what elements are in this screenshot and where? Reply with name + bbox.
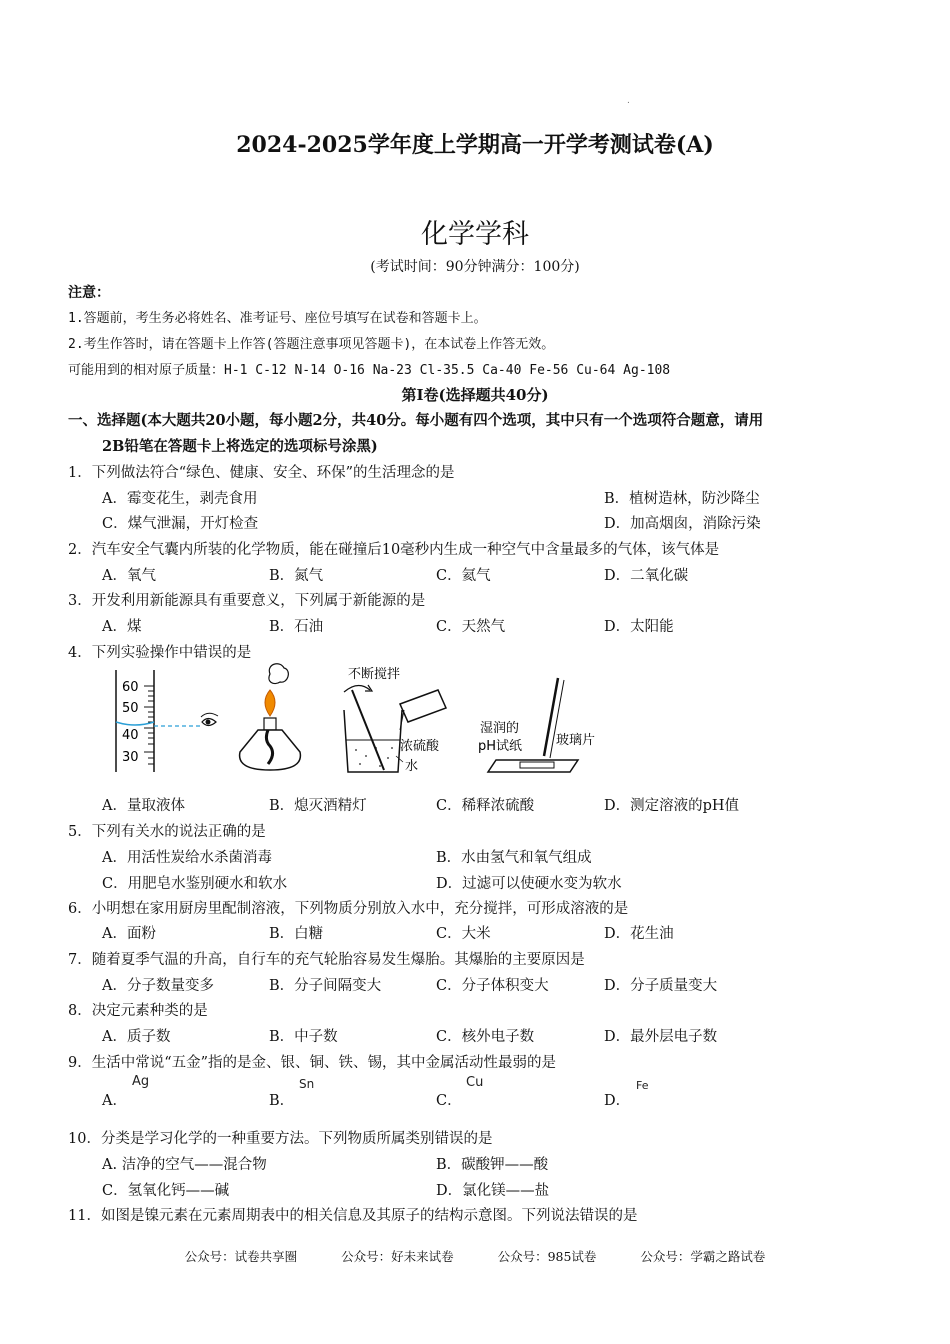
question-2-stem: 2．汽车安全气囊内所装的化学物质，能在碰撞后10毫秒内生成一种空气中含量最多的气体，该气体是 <box>68 542 720 558</box>
page-dot: . <box>627 96 630 106</box>
question-6-option-d: D．花生油 <box>604 926 674 942</box>
question-7-option-c: C．分子体积变大 <box>436 978 549 994</box>
question-9-option-a: A． <box>102 1093 127 1109</box>
tick-label: 60 <box>122 680 139 695</box>
tick-label: 50 <box>122 701 139 716</box>
question-10-option-c: C．氢氧化钙——碱 <box>102 1183 230 1199</box>
experiment-figure <box>108 660 608 780</box>
notice-item-1: 1.答题前，考生务必将姓名、准考证号、座位号填写在试卷和答题卡上。 <box>68 311 487 326</box>
question-2-option-b: B．氮气 <box>269 568 324 584</box>
question-3-option-b: B．石油 <box>269 619 324 635</box>
question-10-stem: 10．分类是学习化学的一种重要方法。下列物质所属类别错误的是 <box>68 1131 493 1147</box>
question-8-option-c: C．核外电子数 <box>436 1029 535 1045</box>
section-instructions-2: 2B铅笔在答题卡上将选定的选项标号涂黑) <box>102 438 378 455</box>
question-10-option-a: A. 洁净的空气——混合物 <box>102 1157 267 1173</box>
question-9-stem: 9．生活中常说“五金”指的是金、银、铜、铁、锡，其中金属活动性最弱的是 <box>68 1055 557 1071</box>
label-stir: 不断搅拌 <box>348 667 401 682</box>
subject-title: 化学学科 <box>421 219 529 250</box>
question-9-option-c: C． <box>436 1093 462 1109</box>
section-title: 第Ⅰ卷(选择题共40分) <box>401 386 549 404</box>
question-5-option-a: A．用活性炭给水杀菌消毒 <box>102 850 272 866</box>
alcohol-lamp-figure <box>240 664 301 770</box>
question-5-option-d: D．过滤可以使硬水变为软水 <box>436 876 622 892</box>
question-3-option-a: A．煤 <box>102 619 142 635</box>
question-10-option-b: B．碳酸钾——酸 <box>436 1157 549 1173</box>
question-5-option-c: C．用肥皂水鉴别硬水和软水 <box>102 876 288 892</box>
question-9-symbol-b: Sn <box>299 1077 315 1091</box>
question-6-option-c: C．大米 <box>436 926 491 942</box>
label-ph-2: pH试纸 <box>478 739 523 754</box>
question-4-option-b: B．熄灭酒精灯 <box>269 798 367 814</box>
question-1-option-d: D．加高烟囱，消除污染 <box>604 516 761 532</box>
notice-label: 注意： <box>68 285 110 301</box>
footer-item: 公众号：学霸之路试卷 <box>640 1249 766 1264</box>
question-6-option-a: A．面粉 <box>102 926 156 942</box>
question-9-symbol-a: Ag <box>132 1074 150 1089</box>
question-6-stem: 6．小明想在家用厨房里配制溶液，下列物质分别放入水中，充分搅拌，可形成溶液的是 <box>68 901 629 917</box>
question-10-option-d: D．氯化镁——盐 <box>436 1183 550 1199</box>
section-instructions-1: 一、选择题(本大题共20小题，每小题2分，共40分。每小题有四个选项，其中只有一个选项符合题意，请用 <box>68 412 764 429</box>
question-2-option-d: D．二氧化碳 <box>604 568 689 584</box>
question-8-option-b: B．中子数 <box>269 1029 338 1045</box>
exam-title: 2024-2025学年度上学期高一开学考测试卷(A) <box>236 132 714 158</box>
question-5-option-b: B．水由氢气和氧气组成 <box>436 850 592 866</box>
question-1-option-a: A．霉变花生，剥壳食用 <box>102 491 258 507</box>
question-5-stem: 5．下列有关水的说法正确的是 <box>68 824 266 840</box>
label-glass: 玻璃片 <box>556 733 596 748</box>
question-1-option-c: C．煤气泄漏，开灯检查 <box>102 516 259 532</box>
question-2-option-a: A．氧气 <box>102 568 156 584</box>
question-9-symbol-d: Fe <box>636 1079 649 1092</box>
question-7-stem: 7．随着夏季气温的升高，自行车的充气轮胎容易发生爆胎。其爆胎的主要原因是 <box>68 952 585 968</box>
footer-item: 公众号：985试卷 <box>497 1249 597 1264</box>
label-acid: 浓硫酸 <box>400 739 440 754</box>
question-9-option-d: D． <box>604 1093 631 1109</box>
question-4-option-d: D．测定溶液的pH值 <box>604 798 740 814</box>
footer-item: 公众号：好未来试卷 <box>341 1249 454 1264</box>
question-8-stem: 8．决定元素种类的是 <box>68 1003 208 1019</box>
question-4-option-c: C．稀释浓硫酸 <box>436 798 535 814</box>
tick-label: 30 <box>122 750 139 765</box>
question-7-option-d: D．分子质量变大 <box>604 978 718 994</box>
question-3-option-d: D．太阳能 <box>604 619 674 635</box>
question-9-option-b: B． <box>269 1093 295 1109</box>
question-3-stem: 3．开发利用新能源具有重要意义，下列属于新能源的是 <box>68 593 426 609</box>
question-7-option-b: B．分子间隔变大 <box>269 978 382 994</box>
question-2-option-c: C．氦气 <box>436 568 491 584</box>
question-8-option-d: D．最外层电子数 <box>604 1029 718 1045</box>
question-1-stem: 1．下列做法符合“绿色、健康、安全、环保”的生活理念的是 <box>68 465 455 481</box>
notice-item-2: 2.考生作答时，请在答题卡上作答(答题注意事项见答题卡)，在本试卷上作答无效。 <box>68 337 555 352</box>
question-4-stem: 4．下列实验操作中错误的是 <box>68 645 252 661</box>
question-8-option-a: A．质子数 <box>102 1029 171 1045</box>
question-6-option-b: B．白糖 <box>269 926 324 942</box>
question-9-symbol-c: Cu <box>466 1075 484 1090</box>
label-ph-1: 湿润的 <box>480 721 520 736</box>
atomic-masses: 可能用到的相对原子质量：H-1 C-12 N-14 O-16 Na-23 Cl-35.5 Ca-40 Fe-56 Cu-64 Ag-108 <box>68 363 671 378</box>
question-7-option-a: A．分子数量变多 <box>102 978 214 994</box>
dilution-figure <box>344 666 446 774</box>
label-water: 水 <box>405 759 419 774</box>
exam-time: (考试时间：90分钟满分：100分) <box>370 259 580 275</box>
ph-test-figure <box>478 678 595 772</box>
eye-icon <box>201 713 218 725</box>
question-3-option-c: C．天然气 <box>436 619 506 635</box>
question-11-stem: 11．如图是镍元素在元素周期表中的相关信息及其原子的结构示意图。下列说法错误的是 <box>68 1208 638 1224</box>
cylinder-figure <box>116 670 218 772</box>
footer-item: 公众号：试卷共享圈 <box>184 1249 298 1264</box>
tick-label: 40 <box>122 728 139 743</box>
question-4-option-a: A．量取液体 <box>102 798 185 814</box>
question-1-option-b: B．植树造林，防沙降尘 <box>604 491 760 507</box>
footer <box>0 1247 950 1265</box>
